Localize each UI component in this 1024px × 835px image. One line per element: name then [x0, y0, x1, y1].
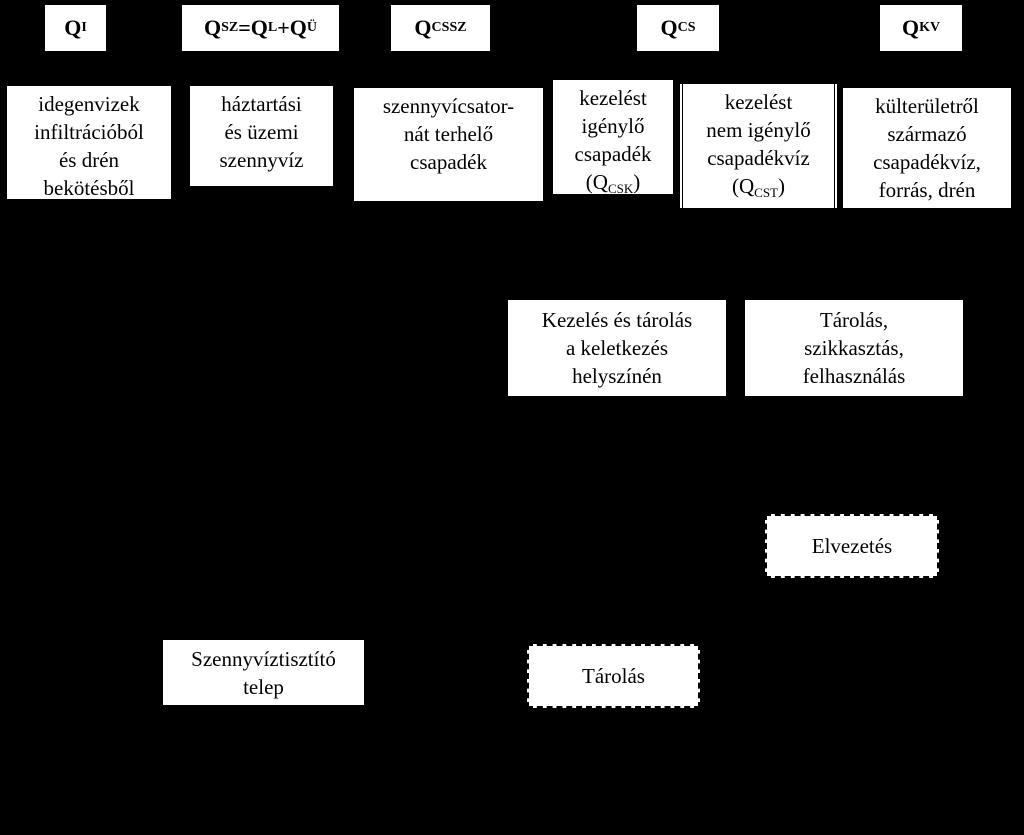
header-qcs-main: Q [660, 15, 678, 40]
desc-kulteruletrol-line4: forrás, drén [878, 178, 976, 202]
header-qcssz: Q CSSZ [391, 5, 490, 51]
desc-kezelest-nem-igenylo [679, 84, 838, 208]
elvezetes-label: Elvezetés [811, 534, 893, 558]
desc-kezelest-igenylo [553, 80, 673, 194]
tarolas-szikkasztas-line2: szikkasztás, [804, 336, 904, 360]
szennyviztisztito-box [163, 640, 364, 705]
header-qkv: Q KV [880, 5, 962, 51]
desc-szennyvicsatorna-line2: nát terhelő [403, 122, 494, 146]
desc-kezelest-nem-igenylo-line2: nem igénylő [706, 118, 811, 142]
tarolas-label: Tárolás [582, 664, 645, 688]
szennyviztisztito-line1: Szennyvíztisztító [191, 646, 336, 671]
header-qsz: Q SZ =Q L +Q Ü [182, 5, 339, 51]
desc-szennyvicsatorna [354, 88, 543, 201]
desc-szennyvicsatorna-line1: szennyvícsator- [382, 94, 515, 118]
desc-haztartasi-line3: szennyvíz [219, 148, 304, 172]
desc-kezelest-nem-igenylo-q: (Q [731, 174, 755, 198]
desc-kezelest-nem-igenylo-line3: csapadékvíz [707, 146, 810, 170]
desc-szennyvicsatorna-line3: csapadék [410, 150, 487, 174]
kezeles-tarolas-line2: a keletkezés [565, 336, 669, 360]
tarolas-szikkasztas-line1: Tárolás, [819, 308, 889, 332]
header-qsz-rest: =Q [238, 15, 268, 40]
desc-kulteruletrol-line3: csapadékvíz, [873, 150, 981, 174]
tarolas-szikkasztas-line3: felhasználás [802, 364, 906, 388]
kezeles-tarolas-line3: helyszínén [572, 364, 662, 388]
header-qi: Q I [45, 5, 106, 51]
desc-idegenvizek-line1: idegenvizek [38, 92, 140, 116]
desc-kezelest-igenylo-line2: igénylő [581, 114, 645, 138]
desc-haztartasi-line1: háztartási [221, 92, 302, 116]
header-qkv-main: Q [901, 15, 920, 40]
kezeles-tarolas-line1: Kezelés és tárolás [541, 308, 693, 332]
tarolas-box [527, 644, 700, 708]
desc-kezelest-nem-igenylo-close: ) [778, 174, 785, 198]
desc-idegenvizek-line4: bekötésből [43, 176, 135, 199]
desc-haztartasi-line2: és üzemi [224, 120, 299, 144]
desc-kezelest-igenylo-line4 [553, 168, 673, 194]
desc-kezelest-nem-igenylo-line4 [683, 172, 834, 200]
desc-kulteruletrol-line2: származó [887, 122, 967, 146]
tarolas-szikkasztas-box [745, 300, 963, 396]
desc-kezelest-igenylo-close: ) [633, 170, 641, 194]
desc-kezelest-igenylo-line1: kezelést [579, 86, 647, 110]
desc-kulteruletrol-line1: külterületről [875, 94, 979, 118]
elvezetes-box [765, 514, 939, 578]
desc-kezelest-nem-igenylo-line1: kezelést [724, 90, 793, 114]
header-qsz-rest2: +Q [277, 15, 307, 40]
desc-haztartasi [190, 86, 333, 186]
desc-idegenvizek-line3: és drén [58, 148, 120, 172]
desc-kezelest-igenylo-line3: csapadék [574, 142, 652, 166]
header-qcs: Q CS [637, 5, 719, 51]
header-qi-main: Q [64, 15, 82, 40]
desc-kezelest-igenylo-q: (Q [585, 170, 608, 194]
desc-kezelest-igenylo-sub: CSK [607, 181, 634, 194]
desc-kezelest-nem-igenylo-sub: CST [754, 185, 778, 200]
header-qcssz-main: Q [414, 15, 432, 40]
szennyviztisztito-line2: telep [243, 674, 284, 699]
desc-idegenvizek [7, 86, 171, 199]
desc-idegenvizek-line2: infiltrációból [34, 120, 144, 144]
header-qsz-main: Q [203, 15, 222, 40]
kezeles-tarolas-box [508, 300, 726, 396]
desc-kulteruletrol [843, 88, 1011, 208]
